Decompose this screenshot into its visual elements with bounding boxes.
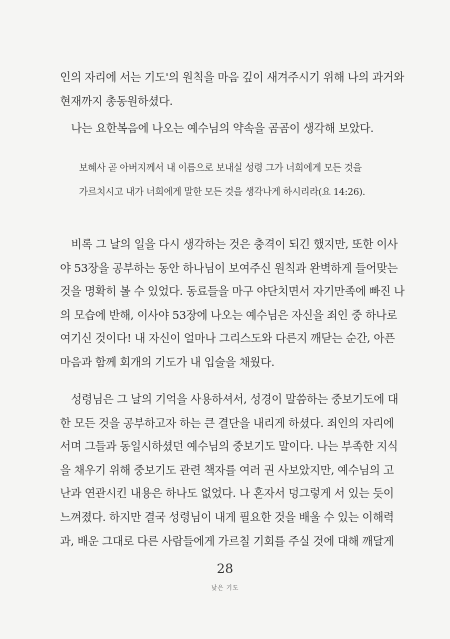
paragraph-line: 한 모든 것을 공부하고자 하는 큰 결단을 내리게 하셨다. 죄인의 자리에 xyxy=(60,416,394,430)
paragraph-4 xyxy=(60,388,410,553)
paragraph-line: 의 모습에 반해, 이사야 53장에 나오는 예수님은 자신을 죄인 중 하나로 xyxy=(60,308,398,322)
paragraph-line: 성령님은 그 날의 기억을 사용하셔서, 성경이 말씀하는 중보기도에 대 xyxy=(71,393,399,406)
paragraph-line: 마음과 함께 회개의 기도가 내 입술을 채웠다. xyxy=(60,355,275,369)
paragraph-line: 서며 그들과 동일시하셨던 예수님의 중보기도 말이다. 나는 부족한 지식 xyxy=(60,440,398,454)
paragraph-line: 을 채우기 위해 중보기도 관련 책자를 여러 권 사보았지만, 예수님의 고 xyxy=(60,463,394,477)
paragraph-line: 비록 그 날의 일을 다시 생각하는 것은 충격이 되긴 했지만, 또한 이사 xyxy=(71,238,398,251)
paragraph-line: 난과 연관시킨 내용은 하나도 없었다. 나 혼자서 덩그렇게 서 있는 듯이 xyxy=(60,487,394,501)
paragraph-line: 야 53장을 공부하는 동안 하나님이 보여주신 원칙과 완벽하게 들어맞는 xyxy=(60,261,398,275)
paragraph-line: 나는 요한복음에 나오는 예수님의 약속을 곰곰이 생각해 보았다. xyxy=(71,122,374,135)
paragraph-line: 현재까지 총동원하셨다. xyxy=(60,94,173,108)
paragraph-line: 인의 자리에 서는 기도'의 원칙을 마음 깊이 새겨주시기 위해 나의 과거와 xyxy=(60,71,405,84)
running-title: 낮은 기도 xyxy=(211,585,239,592)
paragraph-1 xyxy=(60,66,410,113)
paragraph-2 xyxy=(60,117,410,141)
paragraph-line: 과, 배운 그대로 다른 사람들에게 가르칠 기회를 주실 것에 대해 깨달게 xyxy=(60,534,394,548)
quote-line: 가르치시고 내가 너희에게 말한 모든 것을 생각나게 하시리라(요 14:26). xyxy=(79,186,366,198)
quote-line: 보혜사 곧 아버지께서 내 이름으로 보내실 성령 그가 너희에게 모든 것을 xyxy=(79,163,362,174)
page-number: 28 xyxy=(216,562,234,577)
paragraph-line: 여기신 것이다! 내 자신이 얼마나 그리스도와 다른지 깨닫는 순간, 아픈 xyxy=(60,332,395,346)
paragraph-line: 것을 명확히 볼 수 있었다. 동료들을 마구 야단치면서 자기만족에 빠진 나 xyxy=(60,285,405,299)
paragraph-3 xyxy=(60,233,410,375)
paragraph-line: 느껴졌다. 하지만 결국 성령님이 내게 필요한 것을 배울 수 있는 이해력 xyxy=(60,510,394,524)
scripture-quote xyxy=(79,157,409,204)
